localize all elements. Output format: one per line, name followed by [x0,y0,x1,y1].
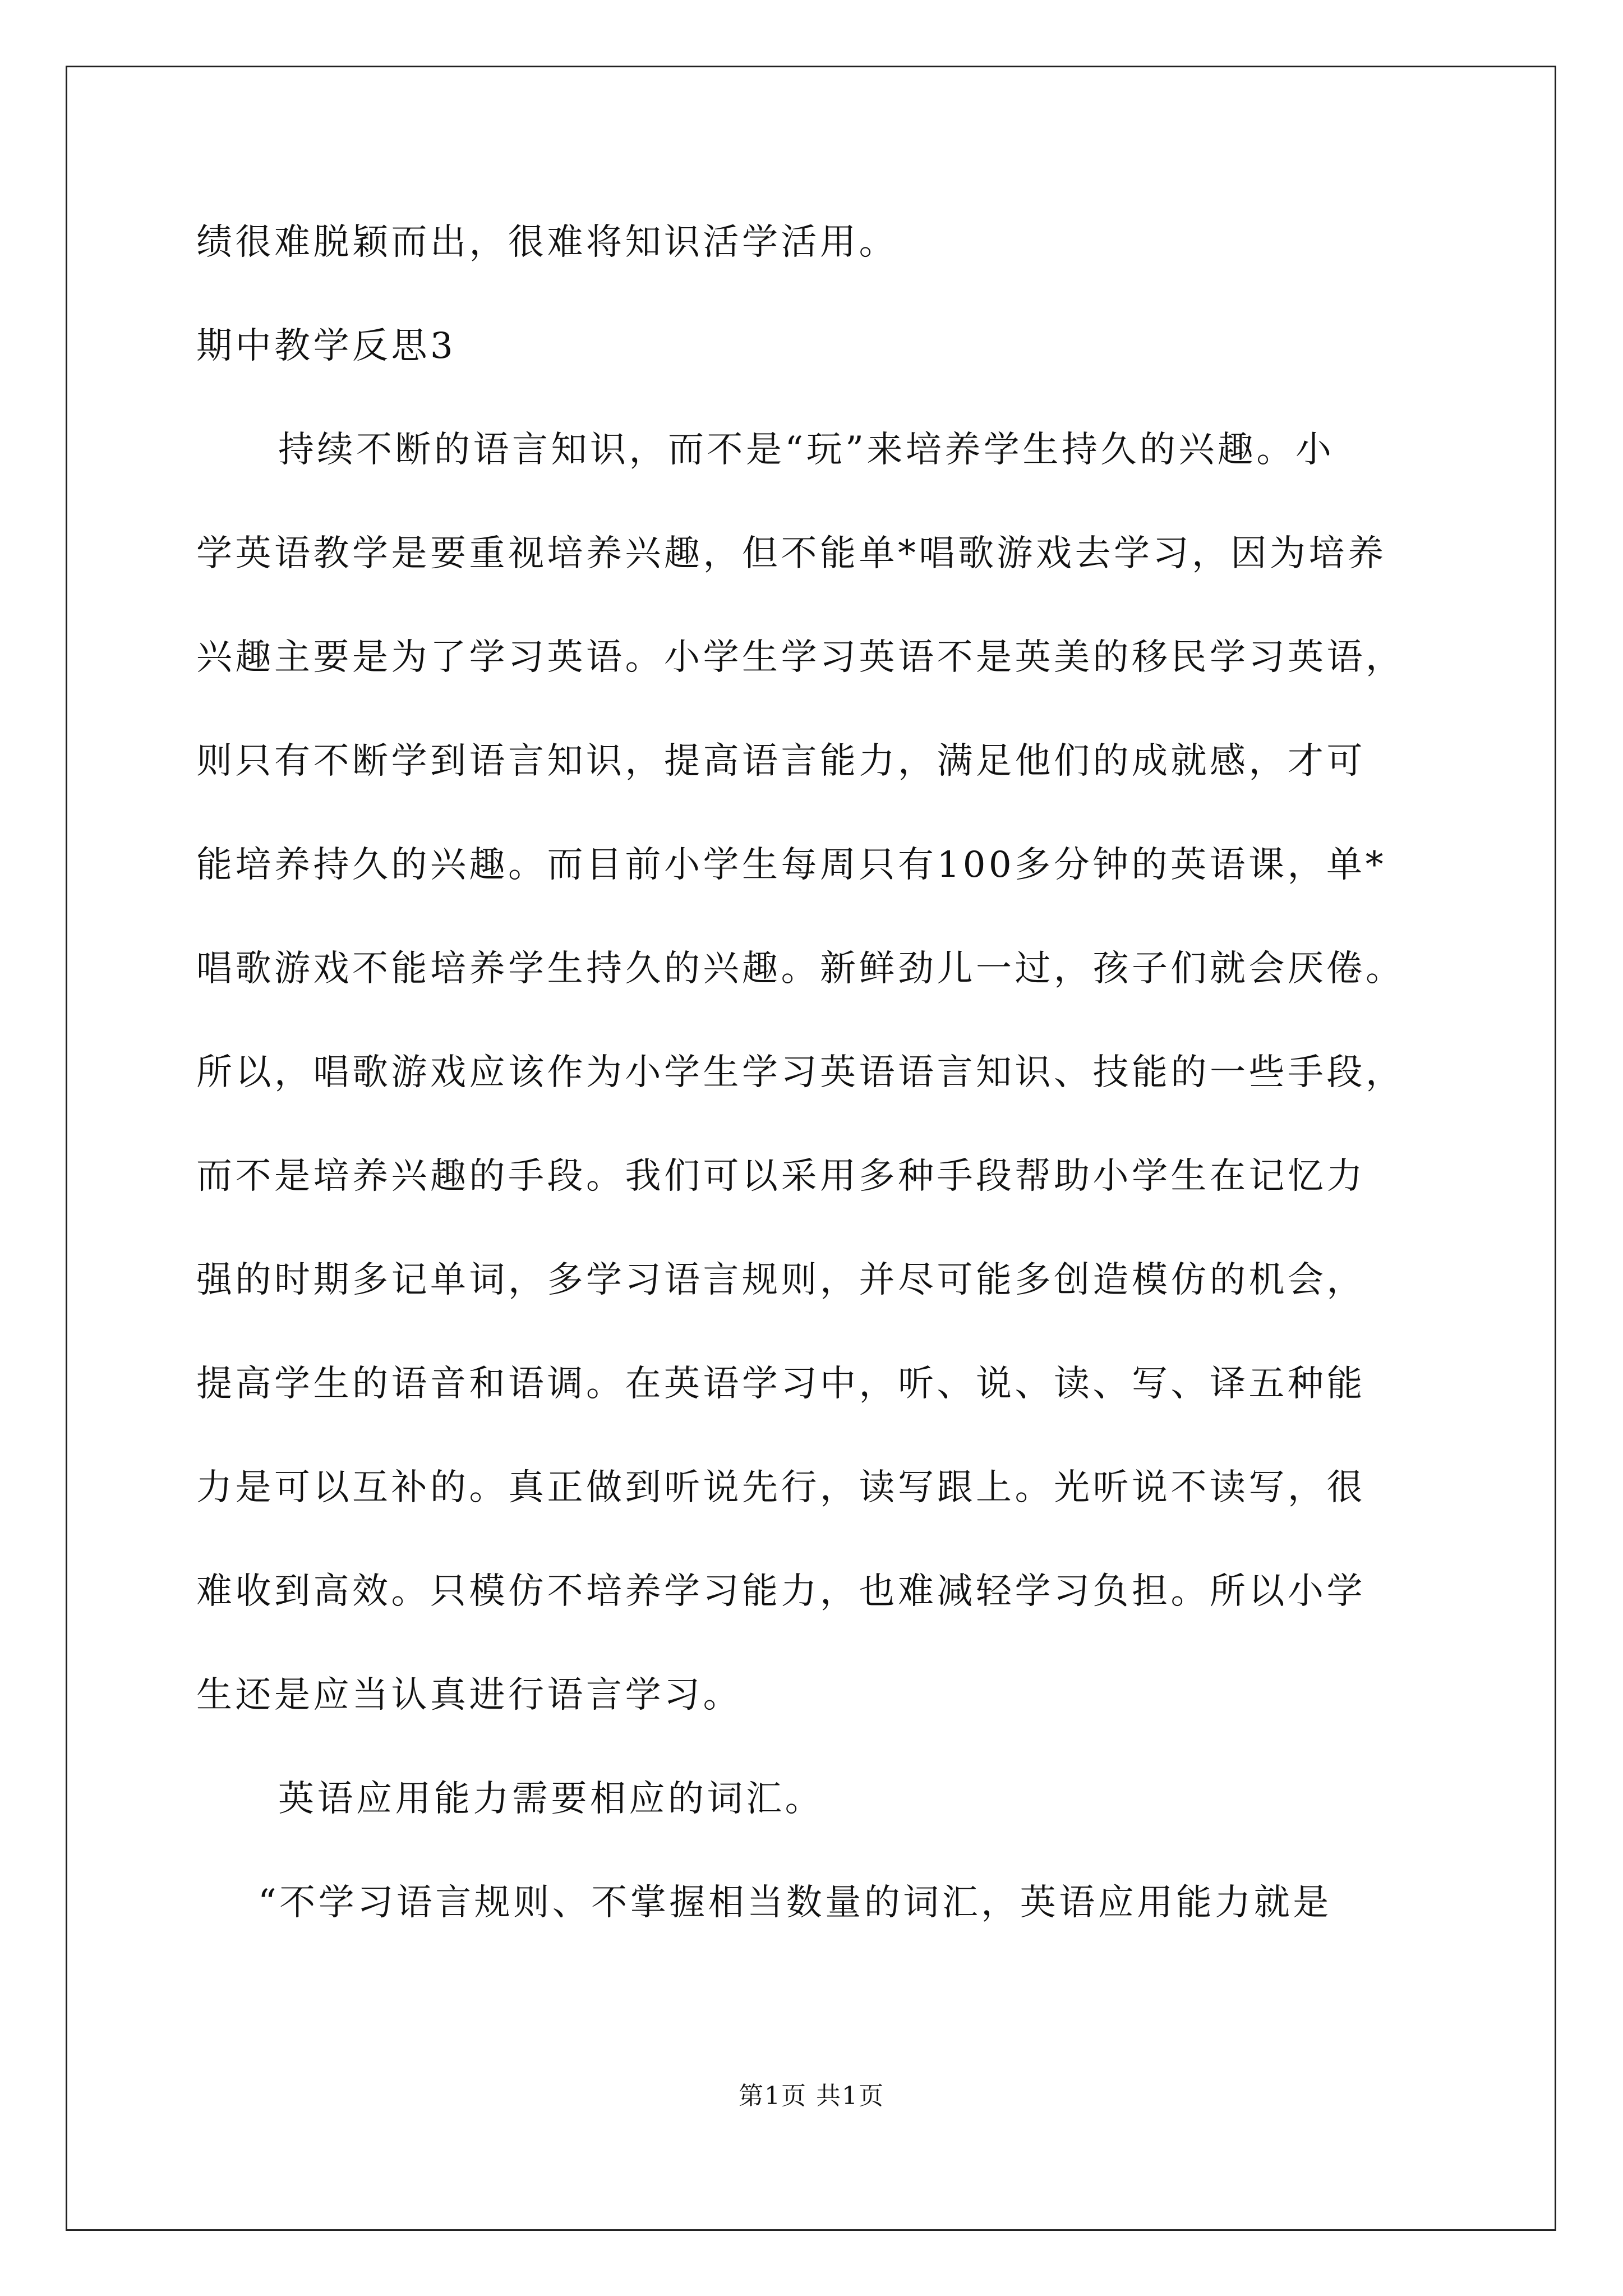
document-body [196,191,1447,1955]
text-line: 兴趣主要是为了学习英语。小学生学习英语不是英美的移民学习英语， [196,637,1405,678]
text-line: 学英语教学是要重视培养兴趣，但不能单*唱歌游戏去学习，因为培养 [196,533,1387,574]
page-footer: 第1页 共1页 [739,2082,884,2110]
text-line: 唱歌游戏不能培养学生持久的兴趣。新鲜劲儿一过，孩子们就会厌倦。 [196,948,1405,990]
text-line: “不学习语言规则、不掌握相当数量的词汇，英语应用能力就是 [258,1882,1332,1924]
text-line: 难收到高效。只模仿不培养学习能力，也难减轻学习负担。所以小学 [196,1571,1366,1612]
text-line: 持续不断的语言知识，而不是“玩”来培养学生持久的兴趣。小 [278,429,1335,471]
text-line: 而不是培养兴趣的手段。我们可以采用多种手段帮助小学生在记忆力 [196,1156,1366,1197]
text-line: 所以，唱歌游戏应该作为小学生学习英语语言知识、技能的一些手段， [196,1052,1405,1093]
text-line: 绩很难脱颖而出，很难将知识活学活用。 [196,222,898,263]
text-line: 则只有不断学到语言知识，提高语言能力，满足他们的成就感，才可 [196,740,1366,782]
text-line: 提高学生的语音和语调。在英语学习中，听、说、读、写、译五种能 [196,1363,1366,1405]
text-line: 生还是应当认真进行语言学习。 [196,1674,742,1716]
text-line: 能培养持久的兴趣。而目前小学生每周只有100多分钟的英语课，单* [196,844,1387,886]
text-line: 英语应用能力需要相应的词汇。 [278,1778,824,1820]
text-line: 力是可以互补的。真正做到听说先行，读写跟上。光听说不读写，很 [196,1467,1366,1508]
text-line: 强的时期多记单词，多学习语言规则，并尽可能多创造模仿的机会， [196,1259,1366,1301]
section-heading: 期中教学反思3 [196,325,457,367]
